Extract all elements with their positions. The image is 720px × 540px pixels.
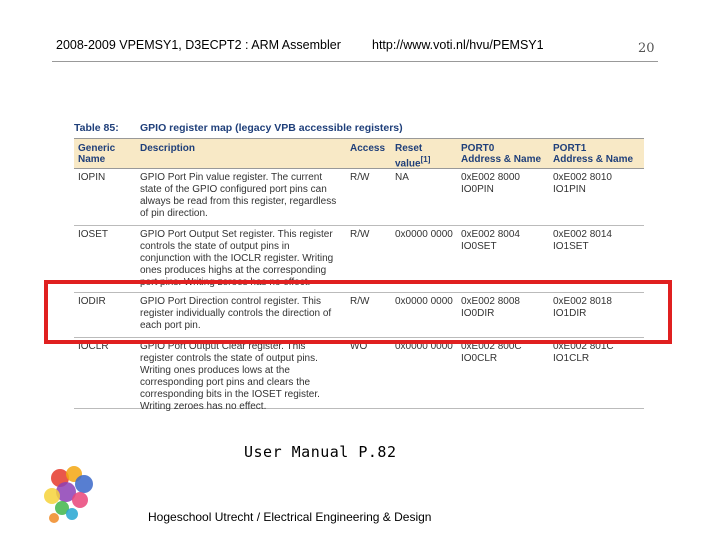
manual-reference: User Manual P.82 — [244, 443, 397, 461]
table-caption — [74, 122, 644, 138]
register-port0 — [461, 172, 553, 196]
col-reset: Reset value[1] — [395, 143, 431, 170]
register-description-line: corresponding port pins and clears the — [140, 377, 311, 388]
header-course: 2008-2009 VPEMSY1, D3ECPT2 : ARM Assembler — [56, 38, 341, 52]
register-access-line: R/W — [350, 229, 370, 240]
register-name-line: IODIR — [78, 296, 106, 307]
register-port1-line: 0xE002 8018 — [553, 296, 612, 307]
register-port0-line: 0xE002 800C — [461, 341, 522, 352]
page-number: 20 — [638, 41, 655, 56]
table-caption-number: Table 85: — [74, 122, 119, 134]
register-port0-line: IO0CLR — [461, 353, 498, 364]
register-port0 — [461, 229, 553, 253]
gpio-register-table — [74, 122, 644, 412]
register-reset-line: NA — [395, 172, 409, 183]
register-description-line: conjunction with the IOCLR register. Writing — [140, 253, 334, 264]
register-description — [140, 341, 348, 413]
register-port0-line: IO0PIN — [461, 184, 494, 195]
register-description — [140, 172, 348, 220]
register-reset-line: 0x0000 0000 — [395, 296, 453, 307]
register-reset-line: 0x0000 0000 — [395, 341, 453, 352]
register-description-line: Writing zeroes has no effect. — [140, 401, 267, 412]
register-port0-line: 0xE002 8008 — [461, 296, 520, 307]
register-port1-line: 0xE002 8014 — [553, 229, 612, 240]
register-description-line: controls the state of output pins in — [140, 241, 290, 252]
register-description-line: corresponding bits in the IOSET register. — [140, 389, 320, 400]
school-logo — [40, 460, 102, 530]
register-name-line: IOSET — [78, 229, 109, 240]
register-access-line: R/W — [350, 172, 370, 183]
register-port0-line: IO0DIR — [461, 308, 495, 319]
register-description-line: state of the GPIO configured port pins can — [140, 184, 327, 195]
register-name — [78, 172, 138, 184]
col-description: Description — [140, 143, 196, 154]
col-port1: PORT1 Address & Name — [553, 143, 634, 165]
table-row — [74, 169, 644, 226]
register-access — [350, 172, 394, 184]
register-access — [350, 229, 394, 241]
register-name-line: IOPIN — [78, 172, 106, 183]
register-port0-line: 0xE002 8000 — [461, 172, 520, 183]
register-name-line: IOCLR — [78, 341, 109, 352]
register-description-line: GPIO Port Pin value register. The current — [140, 172, 323, 183]
register-description-line: GPIO Port Output Set register. This register — [140, 229, 333, 240]
register-description-line: GPIO Port Direction control register. This — [140, 296, 321, 307]
footer-institution: Hogeschool Utrecht / Electrical Engineering & Design — [148, 510, 432, 524]
register-description-line: register controls the state of output pins. — [140, 353, 318, 364]
register-description-line: always be read from this register, regardless — [140, 196, 337, 207]
register-port1-line: IO1SET — [553, 241, 589, 252]
register-description-line: each port pin. — [140, 320, 201, 331]
header-divider — [52, 61, 658, 62]
register-port1-line: IO1CLR — [553, 353, 590, 364]
register-port0-line: 0xE002 8004 — [461, 229, 520, 240]
table-header-row — [74, 138, 644, 169]
col-access: Access — [350, 143, 386, 154]
highlight-box-iodir — [44, 280, 672, 344]
register-reset — [395, 229, 459, 241]
register-reset — [395, 172, 459, 184]
register-access-line: WO — [350, 341, 368, 352]
table-caption-title: GPIO register map (legacy VPB accessible registers) — [140, 122, 403, 134]
register-description-line: Writing ones produces lows at the — [140, 365, 290, 376]
register-port0 — [461, 341, 553, 365]
register-description-line: of pin direction. — [140, 208, 208, 219]
register-description-line: register individually controls the direction of — [140, 308, 332, 319]
col-port0: PORT0 Address & Name — [461, 143, 542, 165]
register-description-line: GPIO Port Output Clear register. This — [140, 341, 306, 352]
col-generic-name: Generic Name — [78, 143, 116, 165]
register-description-line: port pins. Writing zeroes has no effect. — [140, 277, 311, 288]
register-name — [78, 229, 138, 241]
register-reset-line: 0x0000 0000 — [395, 229, 453, 240]
register-port1 — [553, 341, 645, 365]
register-port0-line: IO0SET — [461, 241, 497, 252]
register-port1-line: 0xE002 8010 — [553, 172, 612, 183]
register-access-line: R/W — [350, 296, 370, 307]
register-port1-line: IO1PIN — [553, 184, 586, 195]
register-port1 — [553, 229, 645, 253]
register-port1-line: 0xE002 801C — [553, 341, 614, 352]
register-description-line: ones produces highs at the corresponding — [140, 265, 327, 276]
register-port1-line: IO1DIR — [553, 308, 587, 319]
register-port1 — [553, 172, 645, 196]
table-row — [74, 338, 644, 412]
header-url: http://www.voti.nl/hvu/PEMSY1 — [372, 38, 544, 52]
